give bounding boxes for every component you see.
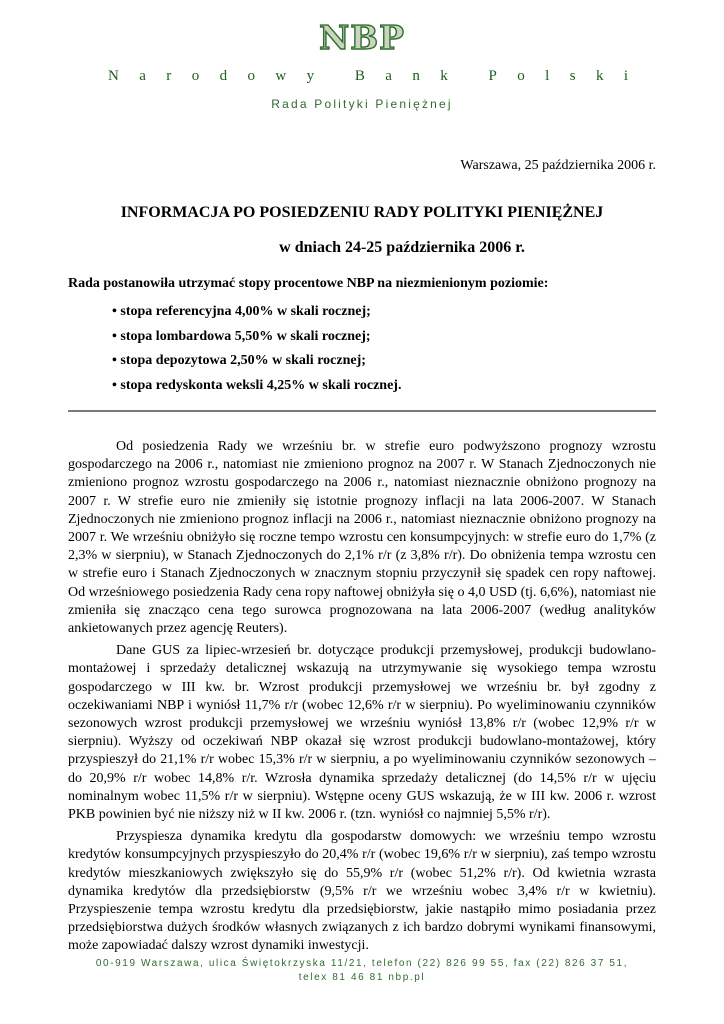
bank-name-letter: l (545, 68, 550, 84)
footer-address (0, 957, 724, 985)
document-date: Warszawa, 25 października 2006 r. (460, 158, 656, 173)
bank-name-letter: d (219, 68, 228, 84)
footer-line: telex 81 46 81 nbp.pl (298, 972, 426, 983)
bank-name-letter: s (569, 68, 576, 84)
bank-name-letter: y (306, 68, 315, 84)
rate-deposit: • stopa depozytowa 2,50% w skali rocznej; (112, 353, 366, 368)
bank-name-letter: n (412, 68, 420, 84)
paragraph: Od posiedzenia Rady we wrześniu br. w strefie euro podwyższono prognozy wzrostu gospodarczego na 2006 r., natomiast nie zmieniono prognoz na 2007 r. W Stanach Zjednoczonych nie zmieniono prognoz wzrostu gospodarczego na 2006 r., natomiast nieznacznie obniżono prognozy na 2007 r. W strefie euro nie zmieniły się istotnie prognozy inflacji na lata 2006-2007. W Stanach Zjednoczonych nie zmieniono prognoz inflacji na 2006 r., natomiast nieznacznie obniżono prognozy na 2007 r. We wrześniu obniżyło się roczne tempo wzrostu cen konsumpcyjnych: w strefie euro do 1,7% (z 2,3% w sierpniu), w Stanach Zjednoczonych do 2,1% r/r (z 3,8% r/r). Do obniżenia tempa wzrostu cen w strefie euro i Stanach Zjednoczonych w znacznym stopniu przyczynił się spadek cen ropy naftowej. Od wrześniowego posiedzenia Rady cena ropy naftowej obniżyła się o 4,0 USD (tj. 6,6%), natomiast nie zmieniła się znacząco cena tego surowca prognozowana na lata 2006-2007 (według analityków ankietowanych przez agencję Reuters). (68, 439, 656, 637)
rates-list (112, 300, 401, 398)
bank-name-letter: a (139, 68, 146, 84)
bank-name-letter: o (247, 68, 255, 84)
section-divider (68, 410, 656, 412)
bank-name-letter: w (275, 68, 287, 84)
bank-name (108, 68, 628, 85)
bank-name-letter: o (191, 68, 200, 84)
body-text (68, 438, 656, 960)
footer-line: 00-919 Warszawa, ulica Świętokrzyska 11/21, telefon (22) 826 99 55, fax (22) 826 37 51, (95, 958, 629, 969)
document-subtitle: w dniach 24-25 października 2006 r. (279, 239, 525, 256)
bank-name-letter: a (385, 68, 392, 84)
bank-name-letter: k (440, 68, 448, 84)
bank-name-letter: N (108, 68, 119, 84)
paragraph: Dane GUS za lipiec-wrzesień br. dotyczące produkcji przemysłowej, produkcji budowlano-montażowej i sprzedaży detalicznej wskazują na utrzymywanie się wysokiego tempa wzrostu gospodarczego w III kw. br. Wzrost produkcji przemysłowej we wrześniu br. był zgodny z oczekiwaniami NBP i wyniósł 11,7% r/r (wobec 12,6% r/r w sierpniu). Po wyeliminowaniu czynników sezonowych wzrost produkcji przemysłowej we wrześniu wyniósł 13,8% r/r (wobec 12,9% r/r w sierpniu). Wyższy od oczekiwań NBP okazał się wzrost produkcji budowlano-montażowej, który przyspieszył do 21,1% r/r wobec 15,3% r/r w sierpniu, a po wyeliminowaniu czynników sezonowych – do 20,9% r/r wobec 14,8% r/r. Wzrosła dynamika sprzedaży detalicznej (do 14,5% r/r w ujęciu nominalnym wobec 11,5% r/r w sierpniu). Wstępne oceny GUS wskazują, że w III kw. 2006 r. wzrost PKB powinien być nie niższy niż w II kw. 2006 r. (tzn. wyniósł co najmniej 5,5% r/r). (68, 643, 656, 823)
rate-lombard: • stopa lombardowa 5,50% w skali rocznej; (112, 328, 371, 344)
rate-rediscount: • stopa redyskonta weksli 4,25% w skali rocznej. (112, 377, 402, 393)
paragraph: Przyspiesza dynamika kredytu dla gospodarstw domowych: we wrześniu tempo wzrostu kredytów konsumpcyjnych przyspieszyło do 20,4% r/r (wobec 19,6% r/r w sierpniu), zaś tempo wzrostu kredytów mieszkaniowych zwiększyło się do 55,9% r/r (wobec 51,2% r/r). Od kwietnia wzrasta dynamika kredytów dla przedsiębiorstw (9,5% r/r we wrześniu wobec 3,4% r/r w kwietniu). Przyspieszenie tempa wzrostu kredytu dla przedsiębiorstw, jakie nastąpiło mimo posiadania przez przedsiębiorstwa dużych środków własnych związanych z ich bardzo dobrymi wynikami finansowymi, może zapowiadać dalszy wzrost dynamiki inwestycji. (68, 829, 656, 954)
bank-name-letter: r (166, 68, 172, 84)
document-title: INFORMACJA PO POSIEDZENIU RADY POLITYKI PIENIĘŻNEJ (120, 204, 604, 221)
council-name: Rada Polityki Pieniężnej (271, 97, 453, 111)
bank-name-letter: B (354, 68, 365, 84)
decision-statement: Rada postanowiła utrzymać stopy procentowe NBP na niezmienionym poziomie: (68, 276, 549, 291)
rate-reference: • stopa referencyjna 4,00% w skali rocznej; (112, 304, 371, 319)
bank-name-letter: o (517, 68, 525, 84)
bank-name-letter: k (595, 68, 604, 84)
nbp-logo: NBP (319, 18, 405, 57)
bank-name-letter: i (623, 68, 628, 84)
bank-name-letter: P (488, 68, 497, 84)
